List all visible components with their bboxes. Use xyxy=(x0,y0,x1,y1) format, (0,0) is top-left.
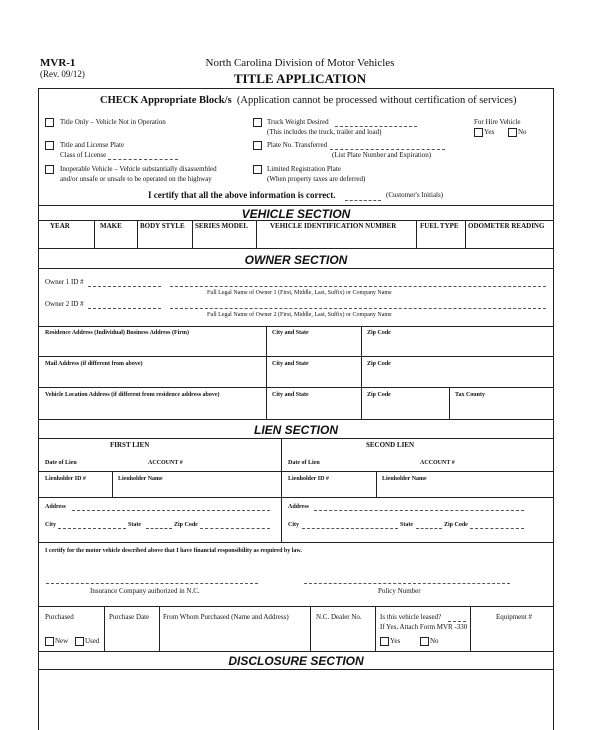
label-second-date: Date of Lien xyxy=(288,460,320,466)
col-divider xyxy=(310,606,311,651)
label-residence-address: Residence Address (Individual) Business Address (Firm) xyxy=(45,330,189,336)
owner2-caption: Full Legal Name of Owner 2 (First, Middle, Last, Suffix) or Company Name xyxy=(207,312,392,318)
label-second-account: ACCOUNT # xyxy=(420,460,455,466)
divider xyxy=(38,220,554,221)
divider xyxy=(38,268,554,269)
label-second-city: City xyxy=(288,522,299,528)
divider xyxy=(38,497,554,498)
checkbox-plate-transfer[interactable] xyxy=(253,141,262,150)
divider xyxy=(38,387,554,388)
label-first-city: City xyxy=(45,522,56,528)
col-year: YEAR xyxy=(50,222,70,230)
form-id: MVR-1 xyxy=(40,57,76,69)
first-city-field[interactable] xyxy=(58,528,126,529)
col-divider xyxy=(104,606,105,651)
label-class-license: Class of License xyxy=(60,151,107,159)
col-divider xyxy=(449,387,450,419)
divider xyxy=(38,438,554,439)
label-customer-initials: (Customer's Initials) xyxy=(386,191,444,199)
label-tax-county: Tax County xyxy=(455,392,485,398)
label-policy-number: Policy Number xyxy=(378,587,421,595)
label-residence-city: City and State xyxy=(272,330,309,336)
form-frame xyxy=(38,88,554,730)
label-second-zip: Zip Code xyxy=(444,522,468,528)
col-odometer: ODOMETER READING xyxy=(468,222,545,230)
label-insurance-company: Insurance Company authorized in N.C. xyxy=(90,587,200,595)
label-second-holder-id: Lienholder ID # xyxy=(288,476,329,482)
col-make: MAKE xyxy=(100,222,122,230)
owner2-id-field[interactable] xyxy=(88,308,161,309)
second-city-field[interactable] xyxy=(302,528,398,529)
owner-section-title: OWNER SECTION xyxy=(244,253,348,267)
col-divider xyxy=(256,220,257,248)
second-lien-heading: SECOND LIEN xyxy=(366,441,415,449)
class-license-field[interactable] xyxy=(108,159,178,160)
col-divider xyxy=(375,606,376,651)
label-equipment: Equipment # xyxy=(496,613,532,621)
agency-name: North Carolina Division of Motor Vehicles xyxy=(205,57,395,69)
label-location-address: Vehicle Location Address (if different from residence address above) xyxy=(45,392,220,398)
label-purchase-date: Purchase Date xyxy=(109,613,150,621)
label-for-hire-yes: Yes xyxy=(484,128,495,136)
label-leased-note: If Yes, Attach Form MVR -330 xyxy=(380,623,468,631)
label-mail-zip: Zip Code xyxy=(367,361,391,367)
col-divider xyxy=(266,356,267,387)
checkbox-inoperable[interactable] xyxy=(45,165,54,174)
divider xyxy=(38,471,554,472)
label-for-hire-no: No xyxy=(518,128,527,136)
label-truck-note: (This includes the truck, trailer and load) xyxy=(267,128,382,136)
first-state-field[interactable] xyxy=(146,528,172,529)
col-divider xyxy=(361,326,362,356)
col-divider xyxy=(470,606,471,651)
checkbox-used[interactable] xyxy=(75,637,84,646)
col-divider xyxy=(376,471,377,497)
label-first-account: ACCOUNT # xyxy=(148,460,183,466)
owner1-name-field[interactable] xyxy=(170,286,546,287)
insurance-company-field[interactable] xyxy=(46,583,258,584)
label-owner2-id: Owner 2 ID # xyxy=(45,300,84,308)
col-fuel-type: FUEL TYPE xyxy=(420,222,459,230)
col-divider xyxy=(416,220,417,248)
col-divider xyxy=(112,471,113,497)
first-zip-field[interactable] xyxy=(200,528,270,529)
divider xyxy=(38,326,554,327)
page-title: TITLE APPLICATION xyxy=(233,71,367,86)
first-address-field[interactable] xyxy=(72,510,270,511)
label-new: New xyxy=(55,637,69,645)
label-truck-weight: Truck Weight Desired xyxy=(267,118,329,126)
label-location-city: City and State xyxy=(272,392,309,398)
label-for-hire: For Hire Vehicle xyxy=(474,118,521,126)
label-first-address: Address xyxy=(45,504,66,510)
checkbox-for-hire-yes[interactable] xyxy=(474,128,483,137)
checkbox-for-hire-no[interactable] xyxy=(508,128,517,137)
label-leased: Is this vehicle leased? xyxy=(380,613,442,621)
owner1-caption: Full Legal Name of Owner 1 (First, Middle, Last, Suffix) or Company Name xyxy=(207,290,392,296)
label-first-holder-name: Lienholder Name xyxy=(118,476,163,482)
plate-transfer-field[interactable] xyxy=(330,149,445,150)
label-plate-transfer: Plate No. Transferred xyxy=(267,141,328,149)
col-divider xyxy=(94,220,95,248)
col-divider xyxy=(361,356,362,387)
owner1-id-field[interactable] xyxy=(88,286,161,287)
label-purchased: Purchased xyxy=(45,613,74,621)
label-mail-address: Mail Address (if different from above) xyxy=(45,361,143,367)
label-second-state: State xyxy=(400,522,413,528)
label-location-zip: Zip Code xyxy=(367,392,391,398)
col-divider xyxy=(192,220,193,248)
col-divider xyxy=(266,326,267,356)
divider xyxy=(38,542,554,543)
divider xyxy=(38,356,554,357)
label-limited-note: (When property taxes are deferred) xyxy=(267,175,366,183)
label-first-zip: Zip Code xyxy=(174,522,198,528)
checkbox-leased-yes[interactable] xyxy=(380,637,389,646)
label-first-state: State xyxy=(128,522,141,528)
label-inoperable-2: and/or unsafe or unsafe to be operated on the highway xyxy=(60,175,212,183)
col-body-style: BODY STYLE xyxy=(140,222,185,230)
first-lien-heading: FIRST LIEN xyxy=(110,441,150,449)
second-state-field[interactable] xyxy=(416,528,442,529)
label-owner1-id: Owner 1 ID # xyxy=(45,278,84,286)
label-second-holder-name: Lienholder Name xyxy=(382,476,427,482)
form-revision: (Rev. 09/12) xyxy=(40,69,85,79)
label-limited-plate: Limited Registration Plate xyxy=(267,165,341,173)
truck-weight-field[interactable] xyxy=(335,126,417,127)
divider xyxy=(38,669,554,670)
divider xyxy=(38,606,554,607)
check-heading: CHECK Appropriate Block/s (Application cannot be processed without certification of services) xyxy=(100,95,517,106)
vehicle-section-title: VEHICLE SECTION xyxy=(241,207,351,221)
label-second-address: Address xyxy=(288,504,309,510)
divider xyxy=(38,419,554,420)
certify-statement: I certify that all the above information is correct. xyxy=(148,190,336,200)
divider xyxy=(38,205,554,206)
disclosure-section-title: DISCLOSURE SECTION xyxy=(228,654,364,668)
divider xyxy=(38,248,554,249)
policy-number-field[interactable] xyxy=(304,583,510,584)
label-first-date: Date of Lien xyxy=(45,460,77,466)
second-zip-field[interactable] xyxy=(470,528,524,529)
col-divider xyxy=(361,387,362,419)
divider xyxy=(38,651,554,652)
second-address-field[interactable] xyxy=(314,510,524,511)
label-used: Used xyxy=(85,637,100,645)
label-plate-note: (List Plate Number and Expiration) xyxy=(332,151,432,159)
lien-section-title: LIEN SECTION xyxy=(253,423,338,437)
label-mail-city: City and State xyxy=(272,361,309,367)
checkbox-title-plate[interactable] xyxy=(45,141,54,150)
label-from-whom: From Whom Purchased (Name and Address) xyxy=(163,613,289,621)
label-first-holder-id: Lienholder ID # xyxy=(45,476,86,482)
label-leased-no: No xyxy=(430,637,439,645)
label-inoperable-1: Inoperable Vehicle – Vehicle substantially disassembled xyxy=(60,165,217,173)
leased-field[interactable] xyxy=(448,621,466,622)
checkbox-leased-no[interactable] xyxy=(420,637,429,646)
owner2-name-field[interactable] xyxy=(170,308,546,309)
label-dealer-no: N.C. Dealer No. xyxy=(316,613,362,621)
col-divider xyxy=(137,220,138,248)
label-residence-zip: Zip Code xyxy=(367,330,391,336)
checkbox-title-only[interactable] xyxy=(45,118,54,127)
label-leased-yes: Yes xyxy=(390,637,401,645)
col-vin: VEHICLE IDENTIFICATION NUMBER xyxy=(270,222,397,230)
label-title-only: Title Only – Vehicle Not in Operation xyxy=(60,118,166,126)
checkbox-limited-plate[interactable] xyxy=(253,165,262,174)
checkbox-new[interactable] xyxy=(45,637,54,646)
col-divider xyxy=(465,220,466,248)
label-title-plate: Title and License Plate xyxy=(60,141,125,149)
col-divider xyxy=(266,387,267,419)
col-series-model: SERIES MODEL xyxy=(195,222,249,230)
checkbox-truck-weight[interactable] xyxy=(253,118,262,127)
col-divider xyxy=(281,438,282,542)
insurance-certify: I certify for the motor vehicle described above that I have financial responsibility as required by law. xyxy=(45,548,302,554)
initials-field[interactable] xyxy=(345,200,381,201)
col-divider xyxy=(159,606,160,651)
